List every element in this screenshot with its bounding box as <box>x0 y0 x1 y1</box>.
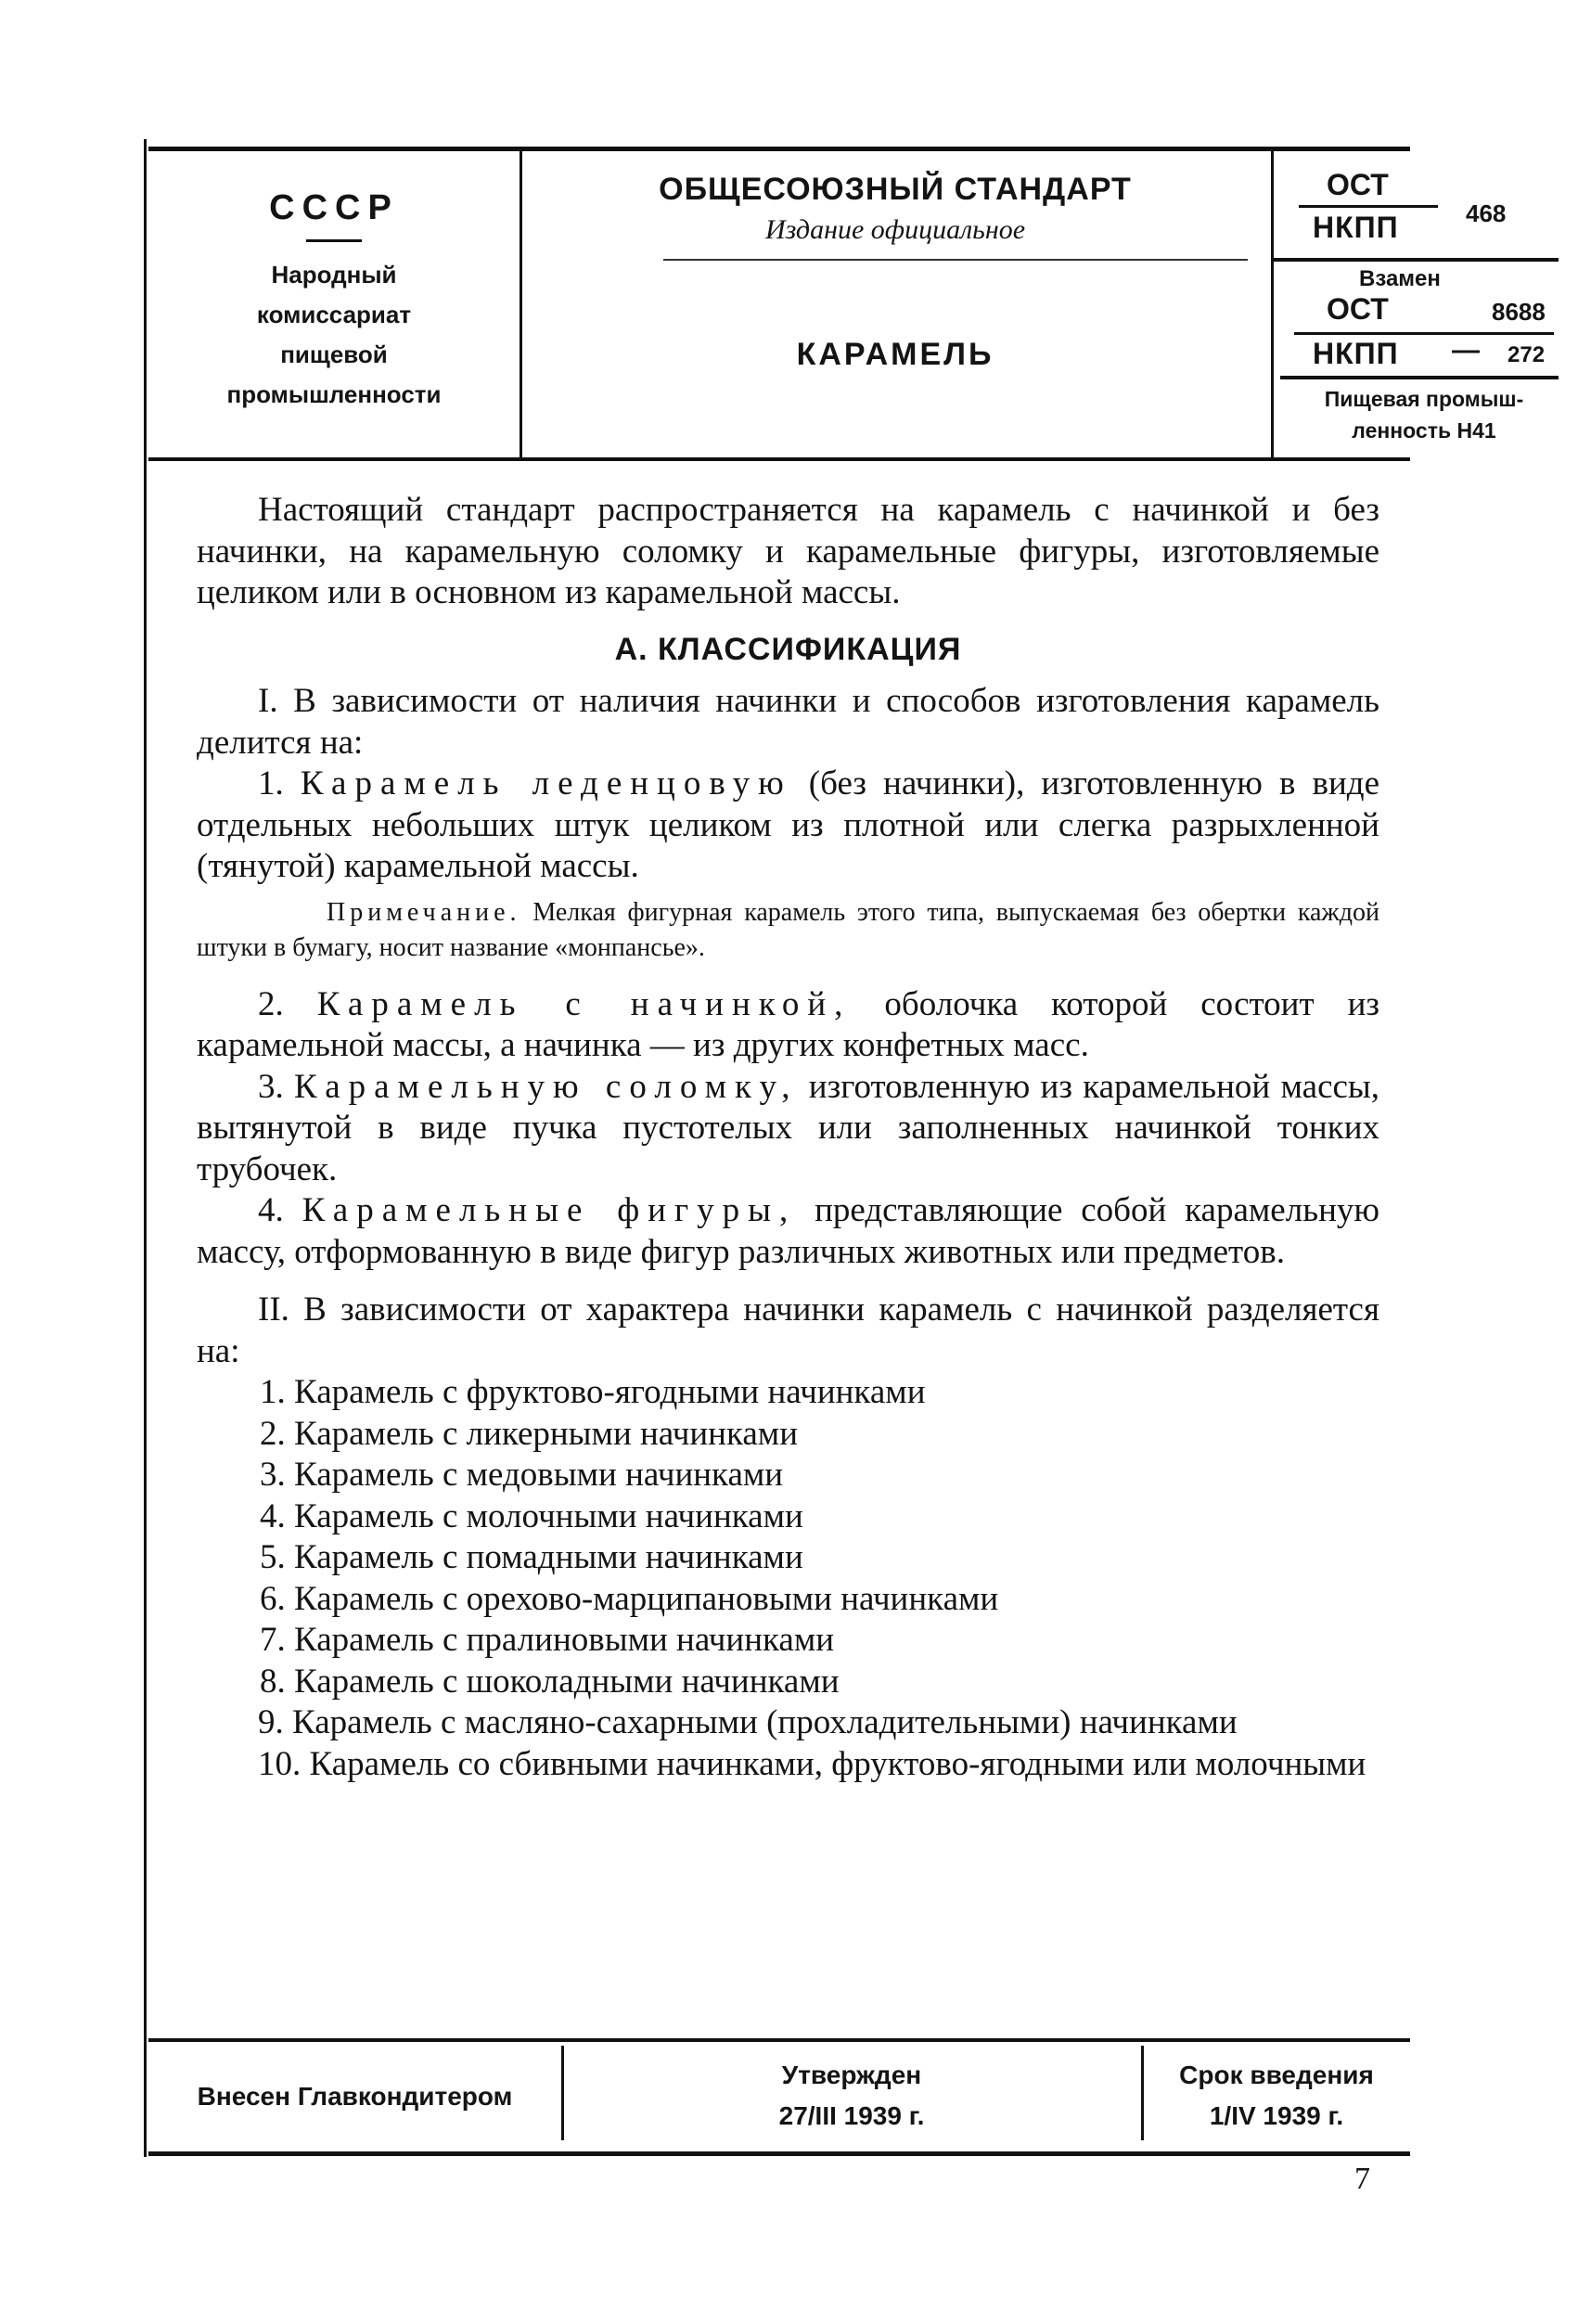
standard-number-block <box>1271 151 1559 457</box>
replaces-fraction-bar <box>1294 332 1554 335</box>
replaces-ost-label: ОСТ <box>1327 292 1389 326</box>
left-margin-rule <box>144 139 147 2157</box>
filling-item: 8. Карамель с шоколадными начинками <box>260 1662 840 1701</box>
approval-date-block <box>564 2042 1139 2164</box>
replaces-dash: — <box>1452 335 1480 366</box>
document-body <box>197 490 1379 1785</box>
filling-item: 1. Карамель с фруктово-ягодными начинками <box>260 1373 926 1411</box>
industry-classification <box>1289 383 1559 446</box>
ost-label: ОСТ <box>1327 168 1389 201</box>
item-term: Карамельные фигуры, <box>301 1191 797 1229</box>
standard-header <box>148 147 1546 461</box>
item-number: 3. <box>258 1067 284 1106</box>
effective-date: 1/IV 1939 г. <box>1209 2101 1344 2130</box>
filling-item: 4. Карамель с молочными начинками <box>260 1496 803 1535</box>
filling-item: 3. Карамель с медовыми начинками <box>260 1456 784 1494</box>
filling-item: 7. Карамель с пралиновыми начинками <box>260 1621 835 1659</box>
issuing-authority <box>148 151 520 457</box>
approval-footer <box>148 2038 1410 2156</box>
ost-number: 468 <box>1466 199 1507 227</box>
item-term: Карамельную соломку, <box>294 1067 799 1106</box>
nkpp-label: НКПП <box>1313 211 1399 244</box>
effective-date-block <box>1143 2042 1410 2164</box>
edition-label: Издание официальное <box>764 214 1026 245</box>
replaces-nkpp-label: НКПП <box>1313 337 1399 370</box>
ministry-line: промышленности <box>226 380 442 408</box>
item-number: 1. <box>258 764 284 802</box>
item-text: оболочка которой состоит из карамельной массы, а начинка — из других конфетных масс. <box>197 984 1380 1064</box>
document-title: КАРАМЕЛЬ <box>796 337 994 372</box>
filling-item: 6. Карамель с орехово-марципановыми начинками <box>260 1579 999 1618</box>
header-divider-left <box>520 151 522 457</box>
item-number: 4. <box>258 1191 284 1229</box>
item-text: представляющие собой карамельную массу, отформованную в виде фигур различных животных или предметов. <box>197 1191 1380 1271</box>
effective-label: Срок введения <box>1179 2061 1374 2089</box>
note-text: Мелкая фигурная карамель этого типа, выпускаемая без обертки каждой штуки в бумагу, носит название «монпансье». <box>197 897 1380 962</box>
approved-date: 27/III 1939 г. <box>778 2101 925 2130</box>
clause-2: II. В зависимости от характера начинки карамель с начинкой разделяется на: <box>197 1290 1379 1370</box>
item-number: 2. <box>258 984 284 1023</box>
item-3 <box>197 1067 1379 1191</box>
filling-item: 2. Карамель с ликерными начинками <box>260 1414 799 1453</box>
country-underline <box>306 239 362 242</box>
standard-title-block <box>524 151 1266 457</box>
industry-line: Пищевая промыш- <box>1324 387 1524 411</box>
intro-paragraph: Настоящий стандарт распространяется на карамель с начинкой и без начинки, на карамельную соломку и карамельные фигуры, изготовляемые целиком или в основном из карамельной массы. <box>197 491 1379 611</box>
industry-line: ленность Н41 <box>1352 418 1496 443</box>
ministry-name <box>148 255 520 415</box>
replaces-label: Взамен <box>1359 266 1441 291</box>
filling-item: 10. Карамель со сбивными начинками, фруктово-ягодными или молочными <box>258 1744 1366 1783</box>
clause-1: I. В зависимости от наличия начинки и способов изготовления карамель делится на: <box>197 682 1379 762</box>
number-block-rule <box>1271 258 1559 262</box>
ministry-line: комиссариат <box>256 301 412 328</box>
country-label: СССР <box>269 188 399 227</box>
ministry-line: Народный <box>271 261 397 289</box>
replaces-nkpp-number: 272 <box>1507 342 1546 367</box>
item-4 <box>197 1190 1379 1273</box>
filling-item: 9. Карамель с масляно-сахарными (прохладительными) начинками <box>258 1703 1238 1741</box>
filling-item: 5. Карамель с помадными начинками <box>260 1538 803 1576</box>
item-term: Карамель леденцовую <box>300 764 792 802</box>
fraction-bar <box>1299 205 1438 208</box>
item-1 <box>197 764 1379 888</box>
title-rule <box>663 259 1248 261</box>
approved-label: Утвержден <box>781 2061 922 2089</box>
standard-name: ОБЩЕСОЮЗНЫЙ СТАНДАРТ <box>659 172 1132 207</box>
note-label: Примечание. <box>327 897 521 927</box>
industry-rule <box>1280 376 1559 379</box>
note <box>197 895 1379 966</box>
item-term: Карамель с начинкой, <box>316 984 852 1023</box>
page-number: 7 <box>1354 2162 1370 2196</box>
section-heading: А. КЛАССИФИКАЦИЯ <box>614 631 962 667</box>
item-text: (без начинки), изготовленную в виде отдельных небольших штук целиком из плотной или слегка разрыхленной (тянутой) карамельной массы. <box>197 764 1380 885</box>
replaces-ost-number: 8688 <box>1492 298 1546 326</box>
item-text: изготовленную из карамельной массы, вытянутой в виде пучка пустотелых или заполненных начинкой тонких трубочек. <box>197 1067 1380 1188</box>
item-2 <box>197 984 1379 1067</box>
submitted-by: Внесен Главкондитером <box>197 2082 513 2111</box>
ministry-line: пищевой <box>280 340 388 368</box>
